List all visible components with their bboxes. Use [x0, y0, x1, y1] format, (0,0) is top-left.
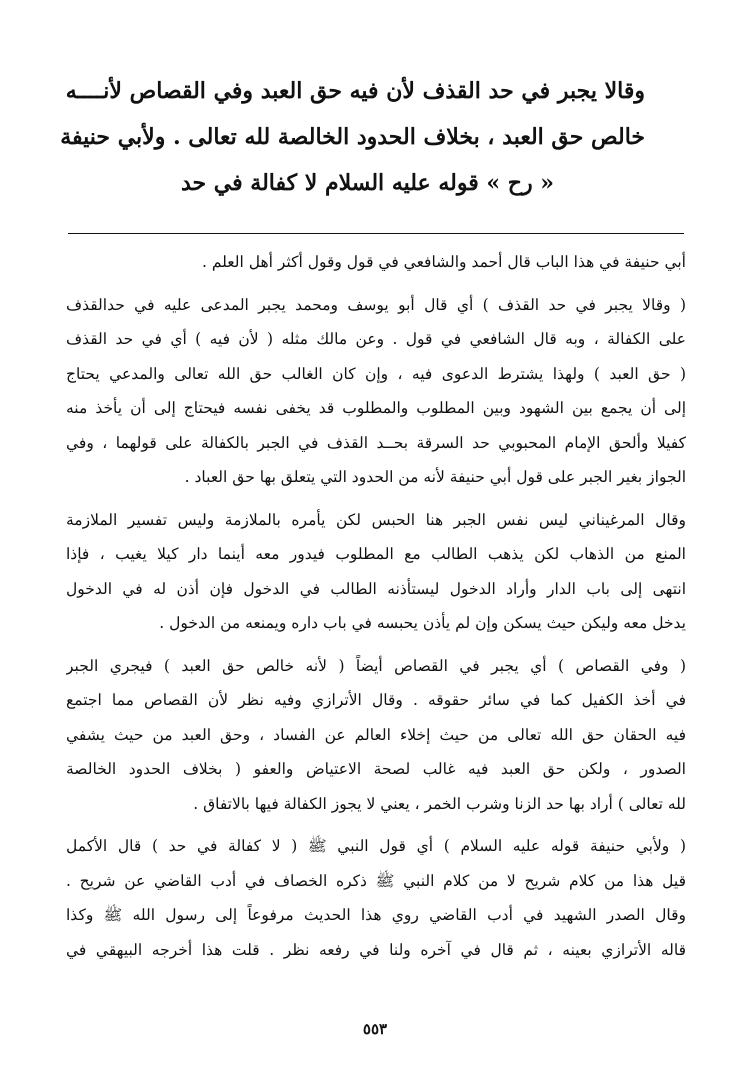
commentary-line: ( حق العبد ) ولهذا يشترط الدعوى فيه ، وإن كان الغالب حق الله تعالى والمدعي يحتاج [66, 364, 686, 383]
commentary-paragraph [66, 294, 686, 501]
page-number: ٥٥٣ [362, 1020, 388, 1038]
commentary-line: لله تعالى ) أراد بها حد الزنا وشرب الخمر ، يعني لا يجوز الكفالة فيها بالاتفاق . [193, 794, 686, 813]
commentary-line: المنع من الذهاب لكن يذهب الطالب مع المطلوب فيدور معه أينما دار كيلا يغيب ، فإذا [66, 545, 686, 563]
commentary-block [66, 251, 686, 981]
commentary-line: الصدور ، ولكن حق العبد فيه غالب لصحة الاعتياض والعفو ( بخلاف الحدود الخالصة [66, 760, 686, 778]
commentary-line: ( وقالا يجبر في حد القذف ) أي قال أبو يوسف ومحمد يجبر المدعى عليه في حدالقذف [66, 295, 686, 314]
commentary-line: ( وفي القصاص ) أي يجبر في القصاص أيضاً ( لأنه خالص حق العبد ) فيجري الجبر [66, 656, 686, 675]
commentary-line: كفيلا وألحق الإمام المحبوبي حد السرقة بحــد القذف في الجبر بالكفالة على قولهما ، وفي [66, 433, 686, 452]
commentary-paragraph [66, 251, 686, 286]
commentary-line: في أخذ الكفيل كما في سائر حقوقه . وقال الأترازي وفيه نظر لأن القصاص مما اجتمع [66, 691, 686, 709]
commentary-paragraph [66, 655, 686, 828]
commentary-line: الجواز بغير الجبر على قول أبي حنيفة لأنه من الحدود التي يتعلق بها حق العباد . [184, 468, 686, 486]
commentary-line: فيه الحقان حق الله تعالى من حيث إخلاء العالم عن الفساد ، وحق العبد من حيث يشفي [66, 725, 686, 744]
commentary-paragraph [66, 509, 686, 647]
commentary-line: على الكفالة ، وبه قال الشافعي في قول . وعن مالك مثله ( لأن فيه ) أي في حد القذف [66, 330, 686, 348]
commentary-line: وقال المرغيناني ليس نفس الجبر هنا الحبس لكن يأمره بالملازمة وليس تفسير الملازمة [66, 510, 686, 529]
main-text-line: وقالا يجبر في حد القذف لأن فيه حق العبد وفي القصاص لأنــــه [65, 78, 645, 104]
commentary-line: قيل هذا من كلام شريح لا من كلام النبي ﷺ ذكره الخصاف في أدب القاضي عن شريح . [66, 871, 686, 890]
commentary-line: انتهى إلى باب الدار وأراد الدخول ليستأذنه الطالب في الدخول فإن أذن له في الدخول [66, 579, 686, 598]
commentary-line: ( ولأبي حنيفة قوله عليه السلام ) أي قول النبي ﷺ ( لا كفالة في حد ) قال الأكمل [66, 837, 686, 855]
commentary-line: إلى أن يجمع بين الشهود وبين المطلوب والمطلوب قد يخفى نفسه فيحتاج إلى أن يأخذ منه [66, 399, 686, 417]
main-text-line: خالص حق العبد ، بخلاف الحدود الخالصة لله تعالى . ولأبي حنيفة [60, 124, 645, 150]
commentary-line: يدخل معه وليكن حيث يسكن وإن لم يأذن يحبسه في باب داره ويمنعه من الدخول . [159, 614, 686, 632]
main-text-line: « رح » قوله عليه السلام لا كفالة في حد [180, 170, 555, 196]
commentary-line: أبي حنيفة في هذا الباب قال أحمد والشافعي في قول وقول أكثر أهل العلم . [201, 253, 686, 271]
commentary-paragraph [66, 835, 686, 973]
main-text-block [60, 76, 645, 214]
separator-rule [68, 233, 684, 234]
commentary-line: قاله الأترازي بعينه ، ثم قال في آخره ولنا في رفعه نظر . قلت هذا أخرجه البيهقي في [66, 940, 686, 959]
commentary-line: وقال الصدر الشهيد في أدب القاضي روي هذا الحديث مرفوعاً إلى رسول الله ﷺ وكذا [66, 906, 686, 924]
